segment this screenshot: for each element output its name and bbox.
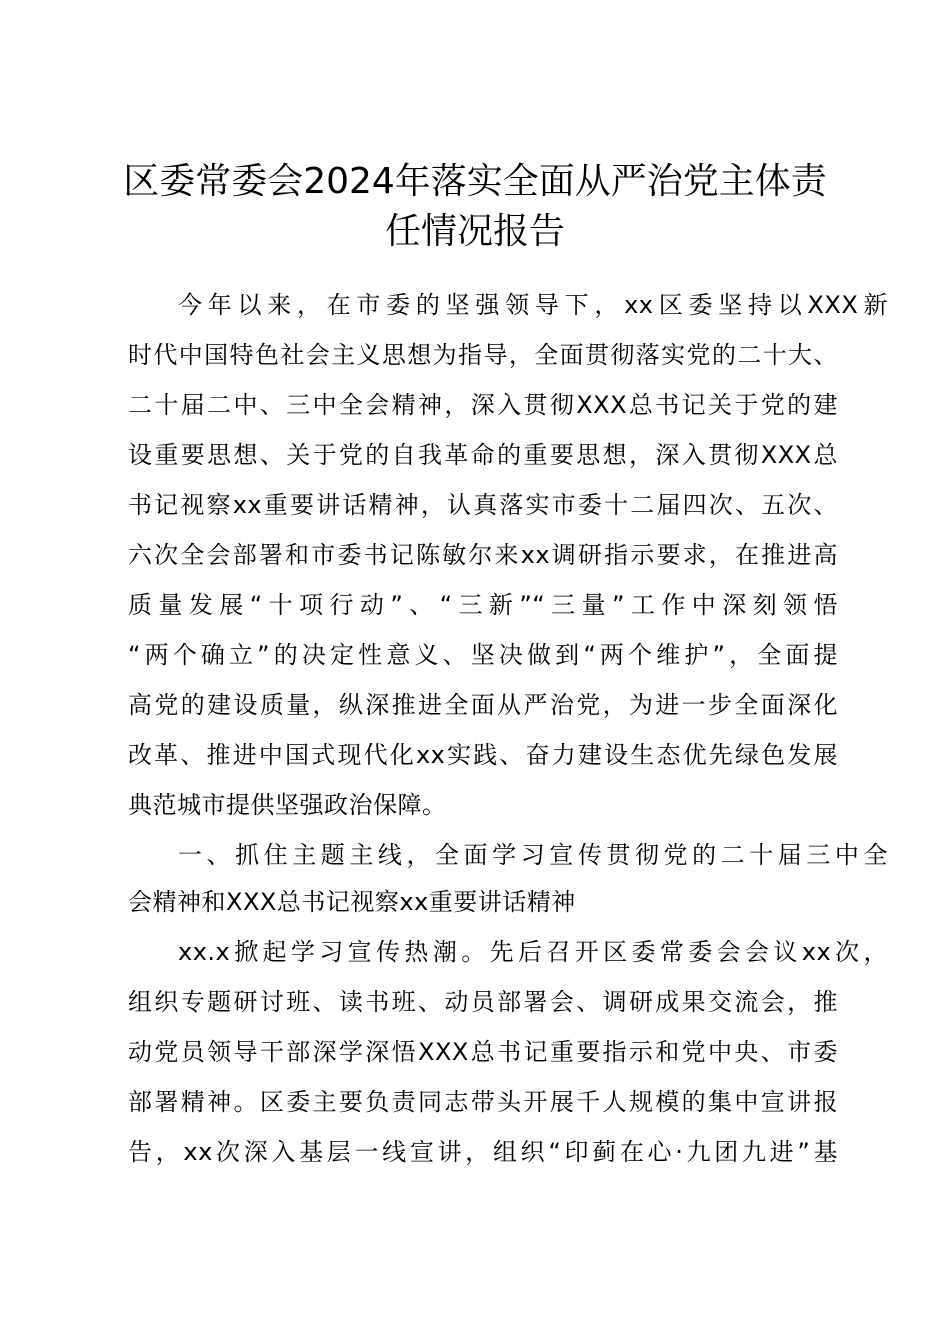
- paragraph-line: 动党员领导干部深学深悟XXX总书记重要指示和党中央、市委: [128, 1038, 838, 1066]
- paragraph-line: 部署精神。区委主要负责同志带头开展千人规模的集中宣讲报: [128, 1088, 838, 1116]
- paragraph-line: 今年以来，在市委的坚强领导下，xx区委坚持以XXX新: [178, 291, 888, 319]
- paragraph-line: 改革、推进中国式现代化xx实践、奋力建设生态优先绿色发展: [128, 741, 838, 769]
- paragraph-line: 高党的建设质量，纵深推进全面从严治党，为进一步全面深化: [128, 691, 838, 719]
- document-title-line-2: 任情况报告: [384, 211, 565, 252]
- section-heading-line: 会精神和XXX总书记视察xx重要讲话精神: [128, 888, 576, 916]
- paragraph-line: 告，xx次深入基层一线宣讲，组织“印蓟在心·九团九进”基: [128, 1138, 838, 1166]
- paragraph-line: 六次全会部署和市委书记陈敏尔来xx调研指示要求，在推进高: [128, 541, 838, 569]
- paragraph-line: 典范城市提供坚强政治保障。: [128, 791, 447, 819]
- section-heading-line: 一、抓住主题主线，全面学习宣传贯彻党的二十届三中全: [178, 841, 888, 869]
- paragraph-line: 时代中国特色社会主义思想为指导，全面贯彻落实党的二十大、: [128, 341, 838, 369]
- paragraph-line: 书记视察xx重要讲话精神，认真落实市委十二届四次、五次、: [128, 491, 838, 519]
- paragraph-line: 质量发展“十项行动”、“三新”“三量”工作中深刻领悟: [128, 591, 838, 619]
- paragraph-line: 设重要思想、关于党的自我革命的重要思想，深入贯彻XXX总: [128, 441, 838, 469]
- document-title-line-1: 区委常委会2024年落实全面从严治党主体责: [123, 161, 827, 202]
- paragraph-line: 组织专题研讨班、读书班、动员部署会、调研成果交流会，推: [128, 988, 838, 1016]
- paragraph-line: xx.x掀起学习宣传热潮。先后召开区委常委会会议xx次，: [178, 938, 888, 966]
- paragraph-line: “两个确立”的决定性意义、坚决做到“两个维护”，全面提: [128, 641, 838, 669]
- paragraph-line: 二十届二中、三中全会精神，深入贯彻XXX总书记关于党的建: [128, 391, 838, 419]
